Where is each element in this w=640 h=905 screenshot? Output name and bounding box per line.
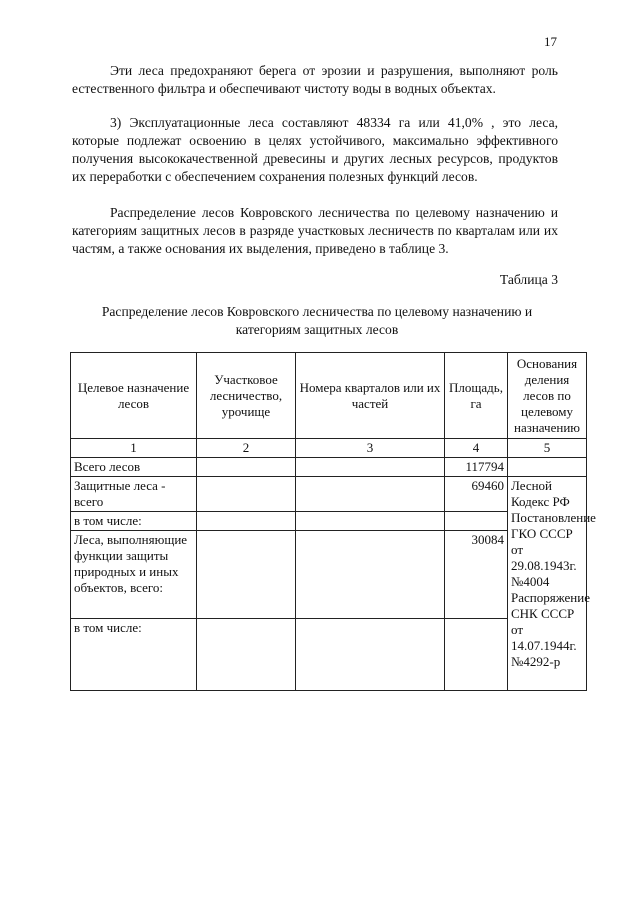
row-forestry xyxy=(197,512,296,531)
column-number: 5 xyxy=(508,439,587,458)
column-number-row xyxy=(71,439,587,458)
row-quarters xyxy=(296,458,445,477)
table-row xyxy=(71,477,587,512)
legal-basis-cell: Лесной Кодекс РФ Постановление ГКО СССР от 29.08.1943г. №4004 Распоряжение СНК СССР от 14.07.1944г. №4292-р xyxy=(508,477,587,691)
column-number: 4 xyxy=(445,439,508,458)
row-basis-empty xyxy=(508,458,587,477)
header-basis: Основания деления лесов по целевому назначению xyxy=(508,353,587,439)
row-forestry xyxy=(197,477,296,512)
header-forestry: Участковое лесничество, урочище xyxy=(197,353,296,439)
table-row xyxy=(71,458,587,477)
row-area: 30084 xyxy=(445,531,508,619)
row-forestry xyxy=(197,619,296,691)
row-quarters xyxy=(296,512,445,531)
row-area: 69460 xyxy=(445,477,508,512)
row-purpose: в том числе: xyxy=(71,619,197,691)
row-purpose: в том числе: xyxy=(71,512,197,531)
page-number: 17 xyxy=(544,34,557,49)
column-number: 1 xyxy=(71,439,197,458)
table-header-row xyxy=(71,353,587,439)
paragraph-exploitation-forests: 3) Эксплуатационные леса составляют 48334 га или 41,0% , это леса, которые подлежат освоению в целях устойчивого, максимально эффективного получения высококачественной древесины и других лесных ресурсов, продуктов их переработки с обеспечением сохранения полезных функций лесов. xyxy=(72,115,558,184)
table-caption: Распределение лесов Ковровского лесничества по целевому назначению и категориям защитных лесов xyxy=(101,304,533,337)
row-quarters xyxy=(296,531,445,619)
column-number: 3 xyxy=(296,439,445,458)
row-quarters xyxy=(296,477,445,512)
header-purpose: Целевое назначение лесов xyxy=(71,353,197,439)
row-forestry xyxy=(197,458,296,477)
row-purpose: Всего лесов xyxy=(71,458,197,477)
row-purpose: Защитные леса - всего xyxy=(71,477,197,512)
paragraph-distribution-intro: Распределение лесов Ковровского лесничества по целевому назначению и категориям защитных лесов в разряде участковых лесничеств по кварталам или их частям, а также основания их выделения, приведено в таблице 3. xyxy=(72,205,558,256)
column-number: 2 xyxy=(197,439,296,458)
row-quarters xyxy=(296,619,445,691)
header-quarters: Номера кварталов или их частей xyxy=(296,353,445,439)
table-label: Таблица 3 xyxy=(499,272,558,287)
row-area xyxy=(445,619,508,691)
paragraph-protective-forests: Эти леса предохраняют берега от эрозии и разрушения, выполняют роль естественного фильтра и обеспечивают чистоту воды в водных объектах. xyxy=(72,63,558,96)
forest-distribution-table xyxy=(70,352,596,691)
header-area: Площадь, га xyxy=(445,353,508,439)
row-forestry xyxy=(197,531,296,619)
row-purpose: Леса, выполняющие функции защиты природных и иных объектов, всего: xyxy=(71,531,197,619)
row-area: 117794 xyxy=(445,458,508,477)
row-area xyxy=(445,512,508,531)
